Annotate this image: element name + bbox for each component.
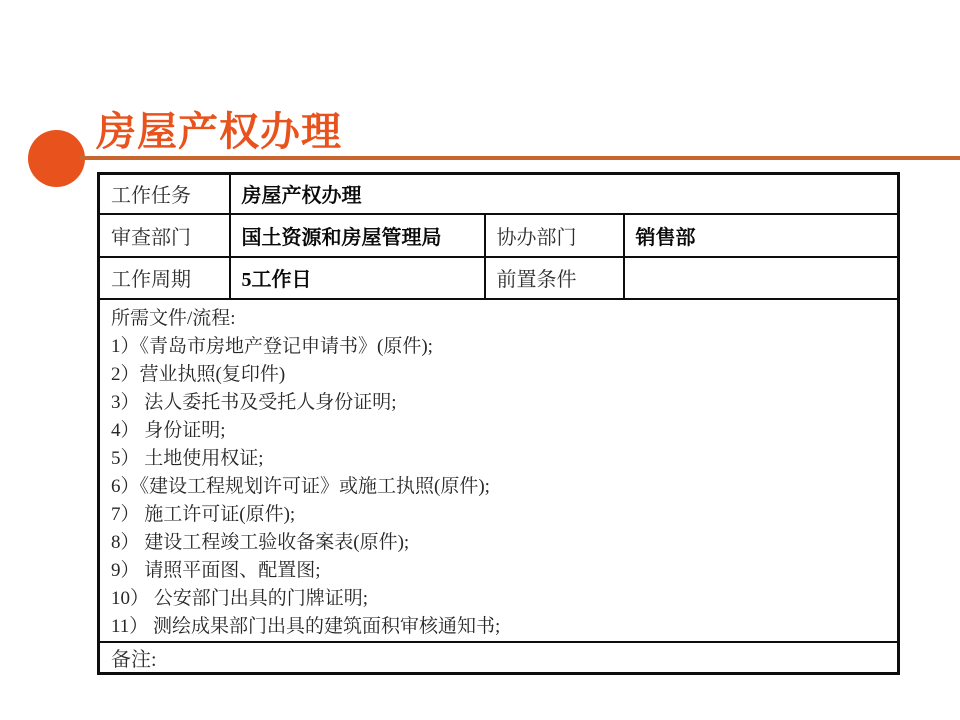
review-dept-label: 审查部门 xyxy=(99,214,230,257)
document-item: 5） 土地使用权证; xyxy=(111,447,264,469)
document-item: 11） 测绘成果部门出具的建筑面积审核通知书; xyxy=(111,615,501,637)
assist-dept-label: 协办部门 xyxy=(485,214,624,257)
workflow-table xyxy=(97,172,900,675)
document-item: 10） 公安部门出具的门牌证明; xyxy=(111,587,369,609)
task-value: 房屋产权办理 xyxy=(230,174,899,214)
precondition-label: 前置条件 xyxy=(485,257,624,299)
table-row-task xyxy=(99,174,899,214)
review-dept-value: 国土资源和房屋管理局 xyxy=(230,214,485,257)
remarks-label: 备注: xyxy=(99,642,899,674)
document-item: 7） 施工许可证(原件); xyxy=(111,503,296,525)
document-item: 2）营业执照(复印件) xyxy=(111,363,286,385)
documents-cell xyxy=(99,299,899,642)
precondition-value xyxy=(624,257,899,299)
page-title: 房屋产权办理 xyxy=(96,110,342,154)
documents-list xyxy=(111,333,886,641)
work-cycle-label: 工作周期 xyxy=(99,257,230,299)
documents-heading: 所需文件/流程: xyxy=(111,307,236,329)
document-item: 9） 请照平面图、配置图; xyxy=(111,559,321,581)
table-row-cycle xyxy=(99,257,899,299)
document-item: 4） 身份证明; xyxy=(111,419,226,441)
assist-dept-value: 销售部 xyxy=(624,214,899,257)
table-row-remarks xyxy=(99,642,899,674)
accent-circle-decoration xyxy=(28,130,85,187)
document-item: 6）《建设工程规划许可证》或施工执照(原件); xyxy=(111,475,490,497)
work-cycle-value: 5工作日 xyxy=(230,257,485,299)
document-item: 3） 法人委托书及受托人身份证明; xyxy=(111,391,397,413)
document-item: 1）《青岛市房地产登记申请书》(原件); xyxy=(111,335,433,357)
table-row-documents xyxy=(99,299,899,642)
document-item: 8） 建设工程竣工验收备案表(原件); xyxy=(111,531,410,553)
table-row-departments xyxy=(99,214,899,257)
task-label: 工作任务 xyxy=(99,174,230,214)
